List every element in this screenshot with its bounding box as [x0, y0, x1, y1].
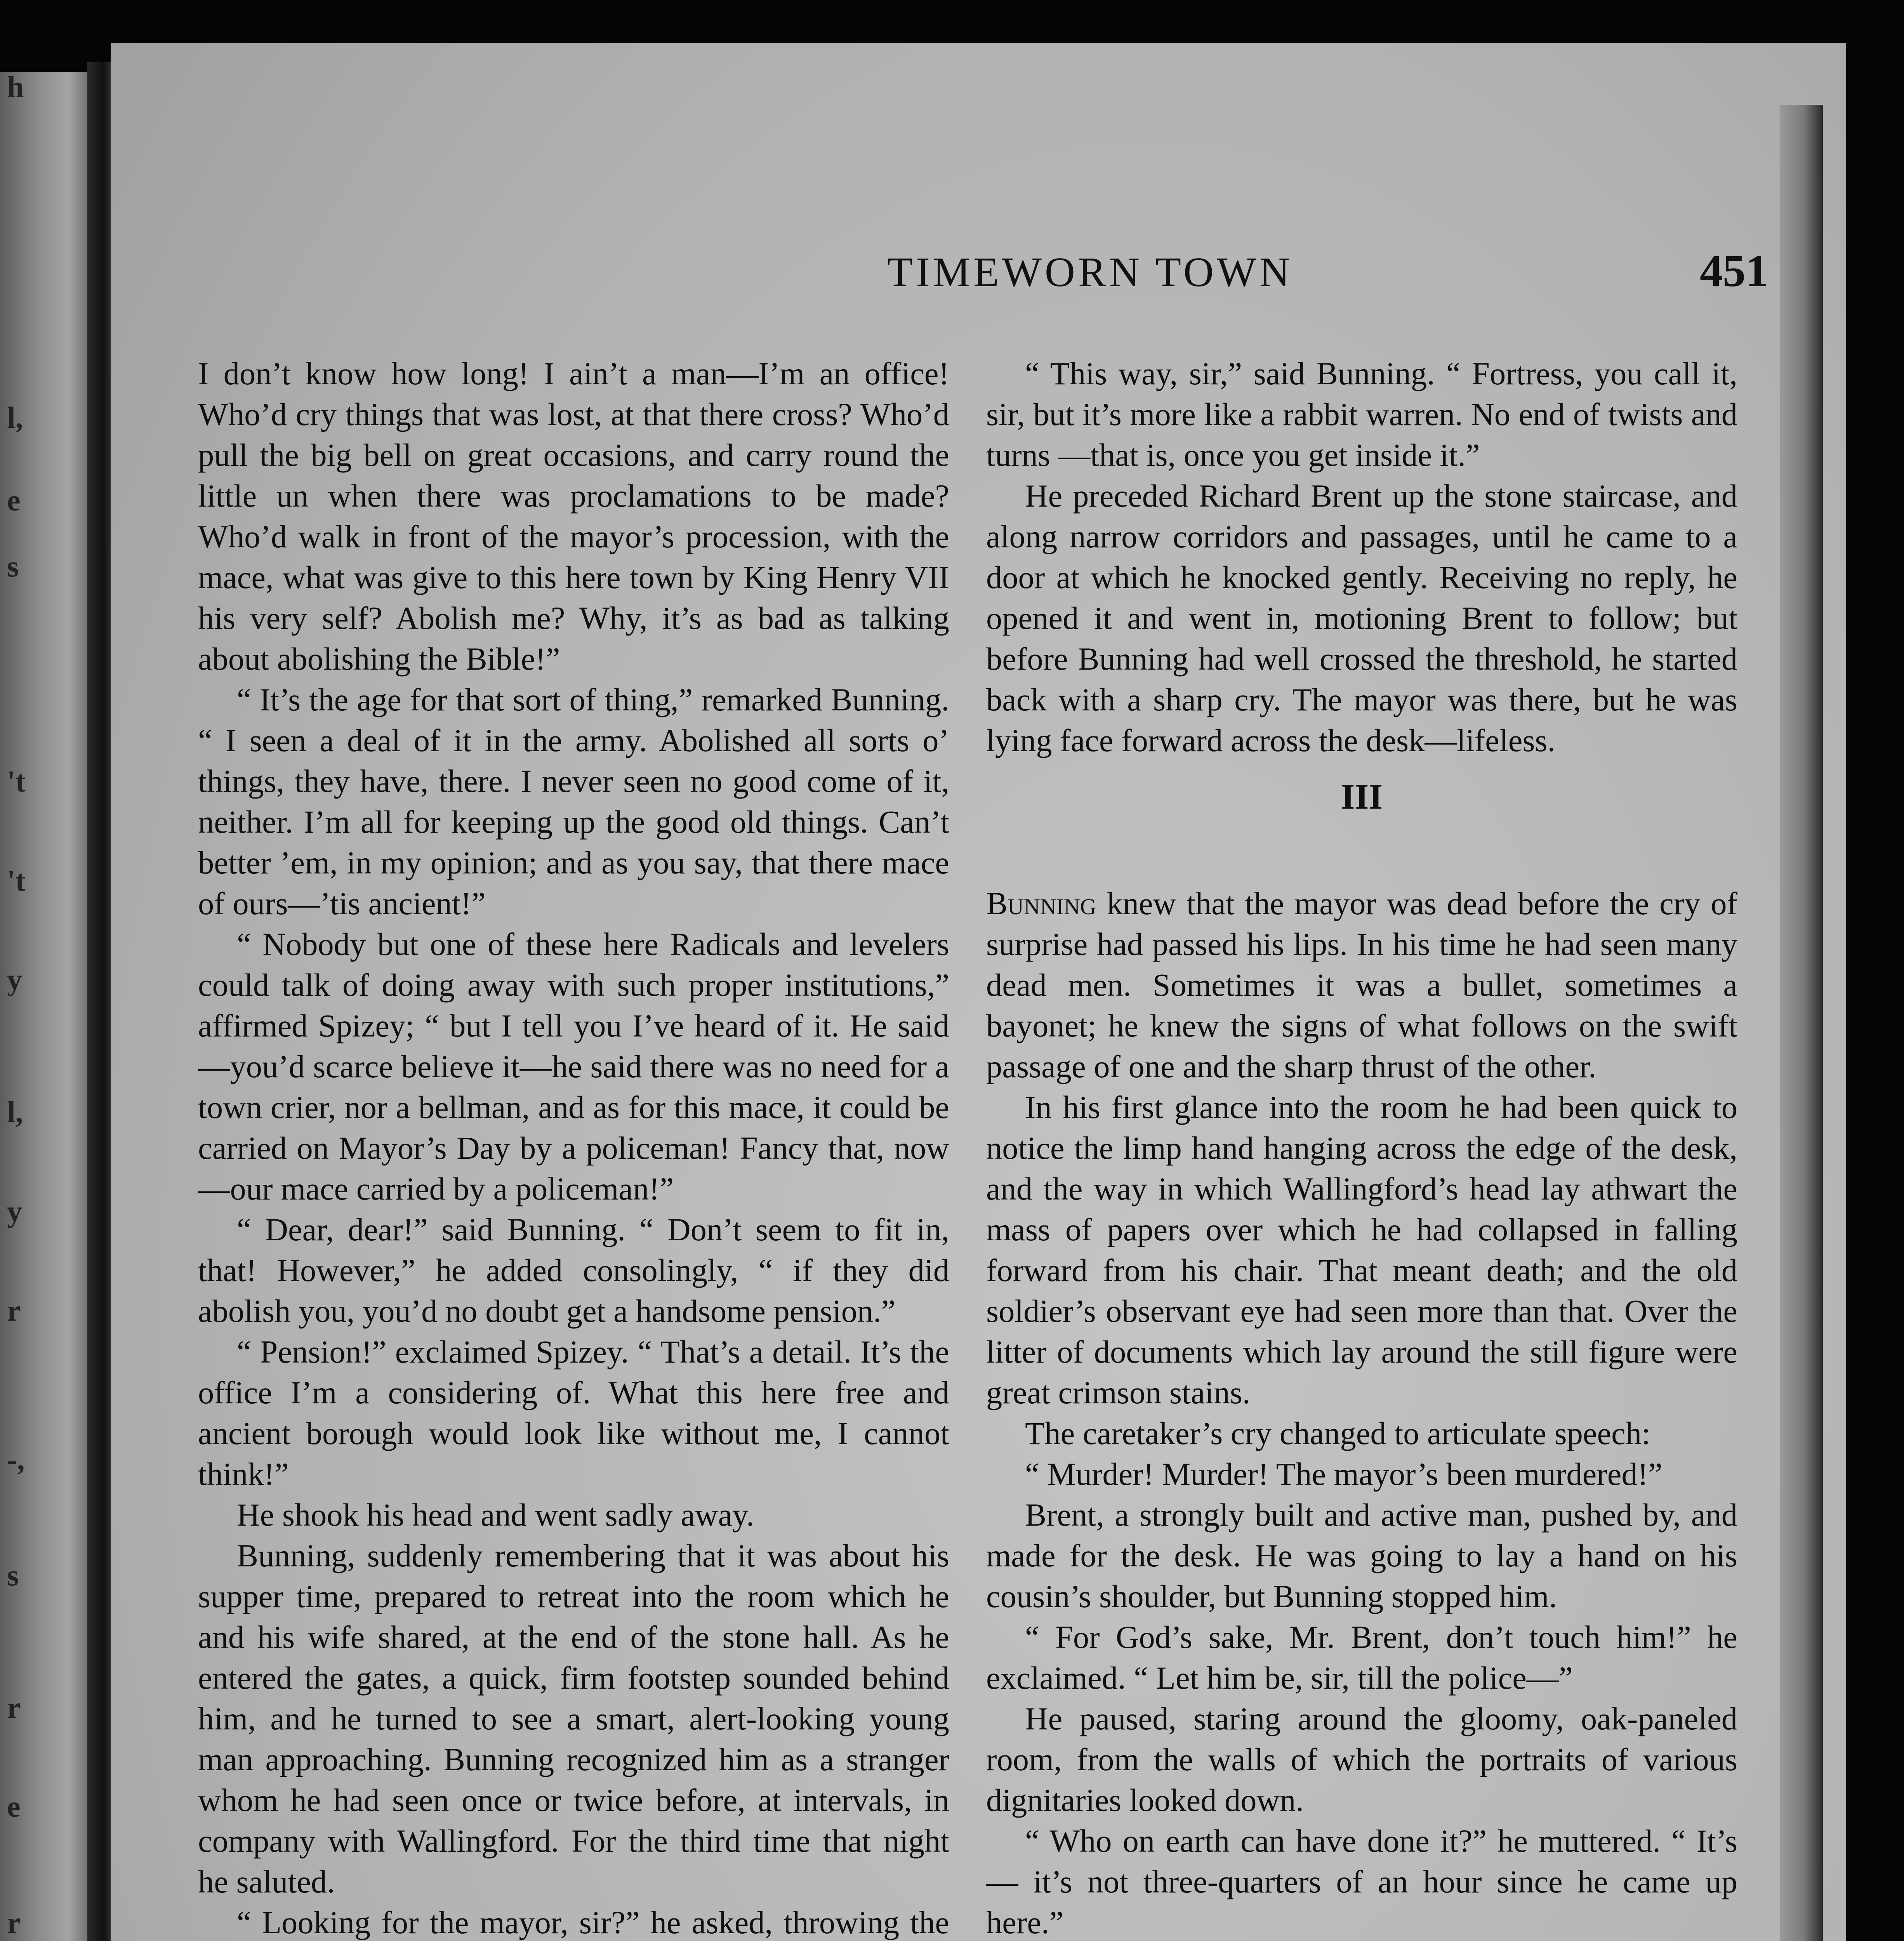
- paragraph: He preceded Richard Brent up the stone staircase, and along narrow corridors and passages, until he came to a door at which he knocked gently. Receiving no reply, he opened it and went in, motioning Brent to follow; but before Bunning had well crossed the threshold, he started back with a sharp cry. The mayor was there, but he was lying face forward across the desk—lifeless.: [986, 478, 1737, 758]
- facing-page-fragment: e: [7, 1790, 21, 1824]
- text-column-left: [198, 353, 949, 1941]
- facing-page-fragment: y: [7, 1194, 22, 1228]
- paragraph: “ Who on earth can have done it?” he muttered. “ It’s — it’s not three-quarters of an hour since he came up here.”: [986, 1823, 1737, 1940]
- page-number: 451: [1700, 245, 1768, 296]
- facing-page-fragment: 't: [7, 764, 26, 799]
- book-page: [111, 43, 1846, 1941]
- facing-page-fragment: s: [7, 1558, 19, 1592]
- facing-page-fragment: -,: [7, 1442, 25, 1476]
- paragraph: “ Murder! Murder! The mayor’s been murdered!”: [1025, 1456, 1663, 1492]
- paragraph-text: knew that the mayor was dead before the cry of surprise had passed his lips. In his time he had seen many dead men. Sometimes it was a bullet, sometimes a bayonet; he knew the signs of what follows on the swift passage of one and the sharp thrust of the other.: [986, 885, 1737, 1084]
- facing-page-fragment: r: [7, 1905, 21, 1939]
- paragraph: He shook his head and went sadly away.: [237, 1497, 754, 1533]
- text-column-right: [986, 353, 1737, 1941]
- paragraph: “ It’s the age for that sort of thing,” remarked Bunning. “ I seen a deal of it in the army. Abolished all sorts o’ things, they have, there. I never seen no good come of it, neither. I’m all for keeping up the good old things. Can’t better ’em, in my opinion; and as you say, that there mace of ours—’tis ancient!”: [198, 682, 949, 921]
- paragraph: He paused, staring around the gloomy, oak-paneled room, from the walls of which the portraits of various dignitaries looked down.: [986, 1701, 1737, 1818]
- paragraph: [986, 883, 1737, 1087]
- section-heading: III: [1341, 777, 1383, 816]
- paragraph: “ Looking for the mayor, sir?” he asked, throwing the: [237, 1905, 949, 1940]
- facing-page-fragment: y: [7, 963, 22, 997]
- facing-page-fragment: r: [7, 1690, 21, 1724]
- facing-page-fragment: e: [7, 483, 21, 517]
- facing-page-fragment: l,: [7, 1095, 23, 1129]
- paragraph: “ This way, sir,” said Bunning. “ Fortress, you call it, sir, but it’s more like a rabbit warren. No end of twists and turns —that is, once you get inside it.”: [986, 356, 1737, 473]
- paragraph: “ For God’s sake, Mr. Brent, don’t touch him!” he exclaimed. “ Let him be, sir, till the police—”: [986, 1619, 1737, 1696]
- paragraph: “ Dear, dear!” said Bunning. “ Don’t seem to fit in, that! However,” he added consolingly, “ if they did abolish you, you’d no doubt get a handsome pension.”: [198, 1212, 949, 1329]
- running-head: TIMEWORN TOWN: [887, 249, 1293, 295]
- paragraph: “ Nobody but one of these here Radicals and levelers could talk of doing away with such proper institutions,” affirmed Spizey; “ but I tell you I’ve heard of it. He said —you’d scarce believe it—he said there was no need for a town crier, nor a bellman, and as for this mace, it could be carried on Mayor’s Day by a policeman! Fancy that, now—our mace carried by a policeman!”: [198, 926, 949, 1207]
- paragraph: In his first glance into the room he had been quick to notice the limp hand hanging across the edge of the desk, and the way in which Wallingford’s head lay athwart the mass of papers over which he had collapsed in falling forward from his chair. That meant death; and the old soldier’s observant eye had seen more than that. Over the litter of documents which lay around the still figure were great crimson stains.: [986, 1089, 1737, 1410]
- facing-page-fragment: h: [7, 72, 24, 104]
- page-edge-shadow: [1780, 105, 1823, 1941]
- facing-page-fragment: l,: [7, 401, 23, 434]
- facing-page-fragment: s: [7, 549, 19, 583]
- facing-page-edge: [0, 72, 91, 1941]
- paragraph: “ Pension!” exclaimed Spizey. “ That’s a detail. It’s the office I’m a considering of. What this here free and ancient borough would look like without me, I cannot think!”: [198, 1334, 949, 1492]
- facing-page-fragment: 't: [7, 863, 26, 898]
- paragraph: I don’t know how long! I ain’t a man—I’m an office! Who’d cry things that was lost, at that there cross? Who’d pull the big bell on great occasions, and carry round the little un when there was proclamations to be made? Who’d walk in front of the mayor’s procession, with the mace, what was give to this here town by King Henry VII his very self? Abolish me? Why, it’s as bad as talking about abolishing the Bible!”: [198, 356, 949, 677]
- paragraph: Brent, a strongly built and active man, pushed by, and made for the desk. He was going to lay a hand on his cousin’s shoulder, but Bunning stopped him.: [986, 1497, 1737, 1614]
- facing-page-fragment: r: [7, 1293, 21, 1328]
- paragraph: The caretaker’s cry changed to articulate speech:: [1025, 1415, 1650, 1451]
- paragraph: Bunning, suddenly remembering that it was about his supper time, prepared to retreat into the room which he and his wife shared, at the end of the stone hall. As he entered the gates, a quick, firm footstep sounded behind him, and he turned to see a smart, alert-looking young man approaching. Bunning recognized him as a stranger whom he had seen once or twice before, at intervals, in company with Wallingford. For the third time that night he saluted.: [198, 1538, 949, 1899]
- paragraph-lead-smallcaps: Bunning: [986, 885, 1096, 921]
